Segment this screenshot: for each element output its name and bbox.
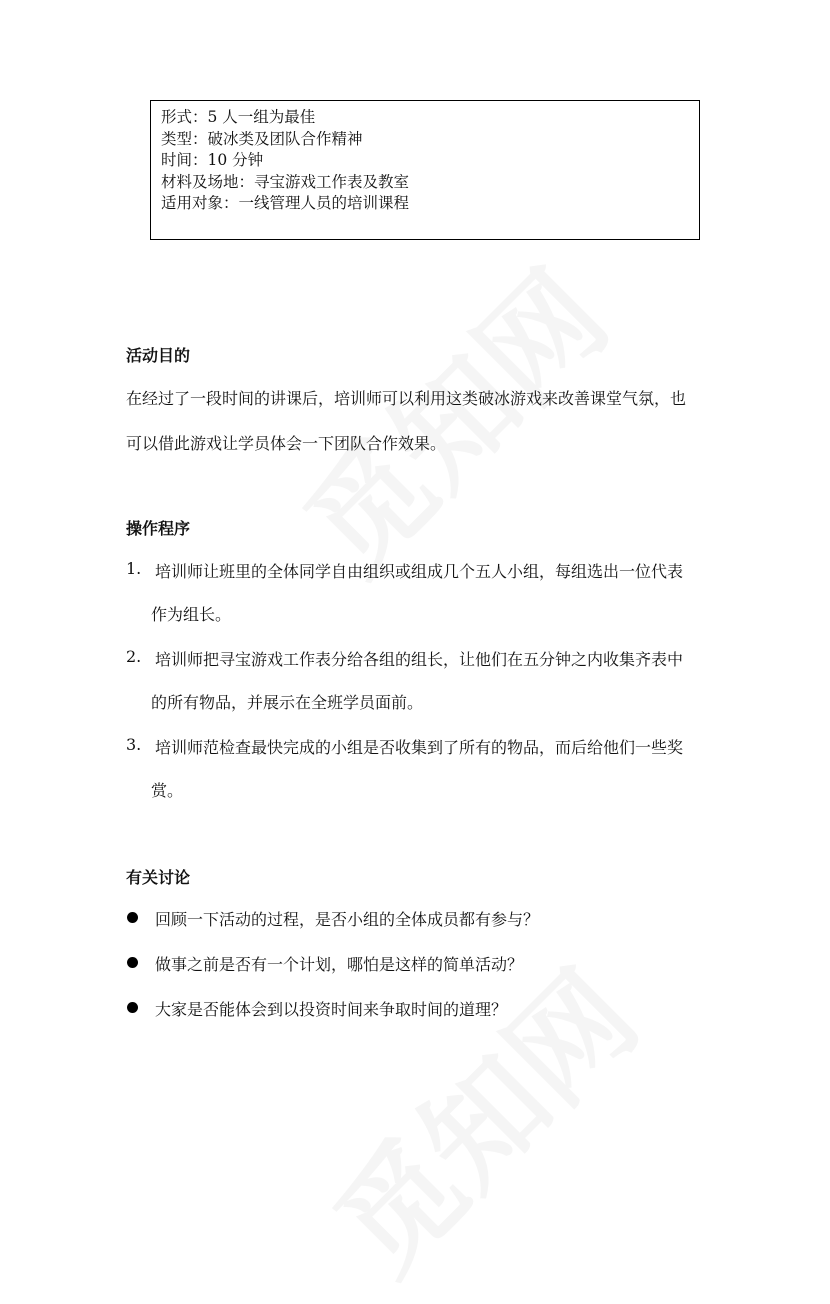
step-number: 1. bbox=[126, 559, 142, 578]
watermark bbox=[292, 928, 668, 1304]
step-text-continued: 作为组长。 bbox=[151, 605, 232, 624]
discussion-item: 大家是否能体会到以投资时间来争取时间的道理？ bbox=[155, 1000, 508, 1019]
purpose-text-line: 在经过了一段时间的讲课后，培训师可以利用这类破冰游戏来改善课堂气氛，也 bbox=[126, 389, 687, 408]
info-audience: 适用对象：一线管理人员的培训课程 bbox=[161, 194, 410, 212]
step-text: 培训师让班里的全体同学自由组织或组成几个五人小组，每组选出一位代表 bbox=[155, 562, 684, 581]
step-text: 培训师把寻宝游戏工作表分给各组的组长，让他们在五分钟之内收集齐表中 bbox=[155, 650, 684, 669]
bullet-dot-icon bbox=[127, 912, 138, 923]
bullet-dot-icon bbox=[127, 957, 138, 968]
purpose-heading: 活动目的 bbox=[126, 346, 191, 365]
info-format: 形式：5 人一组为最佳 bbox=[161, 108, 316, 126]
step-text: 培训师范检查最快完成的小组是否收集到了所有的物品，而后给他们一些奖 bbox=[155, 738, 684, 757]
bullet-dot-icon bbox=[127, 1002, 138, 1013]
info-materials: 材料及场地：寻宝游戏工作表及教室 bbox=[161, 172, 410, 191]
discussion-item: 回顾一下活动的过程，是否小组的全体成员都有参与？ bbox=[155, 910, 540, 929]
step-text-continued: 的所有物品，并展示在全班学员面前。 bbox=[151, 693, 424, 712]
discussion-item: 做事之前是否有一个计划，哪怕是这样的简单活动？ bbox=[155, 955, 524, 974]
procedure-heading: 操作程序 bbox=[126, 519, 191, 538]
info-type: 类型：破冰类及团队合作精神 bbox=[161, 129, 363, 148]
activity-info-box bbox=[150, 100, 700, 240]
step-number: 3. bbox=[126, 735, 142, 754]
purpose-text-line: 可以借此游戏让学员体会一下团队合作效果。 bbox=[126, 434, 447, 453]
step-number: 2. bbox=[126, 647, 142, 666]
info-time: 时间：10 分钟 bbox=[161, 151, 264, 169]
step-text-continued: 赏。 bbox=[151, 781, 184, 800]
watermark bbox=[262, 228, 638, 604]
discussion-heading: 有关讨论 bbox=[126, 868, 191, 887]
